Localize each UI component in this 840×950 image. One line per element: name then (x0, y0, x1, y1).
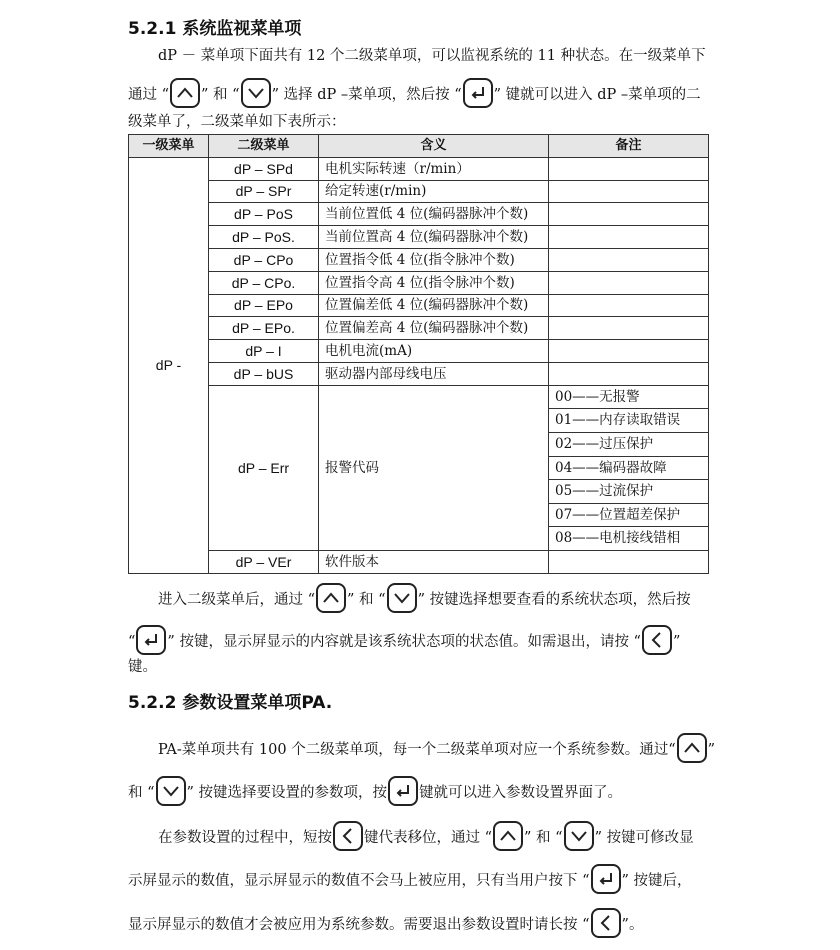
submenu-code: dP – I (209, 340, 319, 363)
table-row (129, 550, 709, 573)
meaning-cell: 给定转速(r/min) (319, 180, 549, 203)
enter-key-icon (136, 625, 166, 655)
down-key-icon (156, 776, 186, 806)
meaning-cell: 当前位置低 4 位(编码器脉冲个数) (319, 203, 549, 226)
text: 进入二级菜单后，通过 “ (158, 592, 316, 608)
text: 在参数设置的过程中，短按 (158, 830, 332, 846)
note-cell (549, 294, 709, 317)
meaning-cell: 位置指令高 4 位(指令脉冲个数) (319, 271, 549, 294)
meaning-cell: 驱动器内部母线电压 (319, 362, 549, 385)
submenu-code: dP – CPo (209, 248, 319, 271)
note-cell (549, 362, 709, 385)
down-key-icon (387, 583, 417, 613)
alarm-code-item: 05——过流保护 (549, 480, 708, 504)
submenu-code: dP – SPd (209, 157, 319, 180)
table-row (129, 294, 709, 317)
submenu-code: dP – EPo (209, 294, 319, 317)
alarm-code-item: 00——无报警 (549, 386, 708, 410)
note-cell (549, 248, 709, 271)
paragraph-line (128, 910, 643, 940)
meaning-cell: 位置偏差高 4 位(编码器脉冲个数) (319, 317, 549, 340)
alarm-code-item: 07——位置超差保护 (549, 504, 708, 528)
column-header: 二级菜单 (209, 135, 319, 158)
text: ” 和 “ (524, 830, 563, 846)
paragraph-line (128, 778, 622, 808)
text: ” 按键后， (621, 873, 692, 889)
section-heading-5-2-1: 5.2.1 系统监视菜单项 (128, 19, 302, 39)
up-key-icon (677, 733, 707, 763)
meaning-cell: 报警代码 (319, 385, 549, 550)
note-cell (549, 550, 709, 573)
note-cell (549, 317, 709, 340)
paragraph-line (158, 823, 694, 853)
submenu-code: dP – PoS (209, 203, 319, 226)
text: 键就可以进入参数设置界面了。 (419, 785, 623, 801)
submenu-code: dP – VEr (209, 550, 319, 573)
down-key-icon (241, 78, 271, 108)
submenu-code: dP – EPo. (209, 317, 319, 340)
paragraph-line (158, 46, 706, 66)
meaning-cell: 位置指令低 4 位(指令脉冲个数) (319, 248, 549, 271)
text: 显示屏显示的数值才会被应用为系统参数。需要退出参数设置时请长按 “ (128, 917, 590, 933)
alarm-code-item: 04——编码器故障 (549, 457, 708, 481)
section-heading-5-2-2: 5.2.2 参数设置菜单项PA. (128, 693, 333, 713)
column-header: 一级菜单 (129, 135, 209, 158)
alarm-code-list (549, 385, 709, 550)
submenu-code: dP – PoS. (209, 226, 319, 249)
text: 示屏显示的数值，显示屏显示的数值不会马上被应用，只有当用户按下 “ (128, 873, 590, 889)
text: ” 按键可修改显 (594, 830, 694, 846)
table-row (129, 180, 709, 203)
submenu-code: dP – CPo. (209, 271, 319, 294)
note-cell (549, 271, 709, 294)
enter-key-icon (388, 776, 418, 806)
meaning-cell: 位置偏差低 4 位(编码器脉冲个数) (319, 294, 549, 317)
paragraph-line (158, 735, 715, 765)
table-row (129, 248, 709, 271)
text: dP － 菜单项下面共有 12 个二级菜单项，可以监视系统的 11 种状态。在一级菜单下 (158, 48, 706, 64)
submenu-code: dP – SPr (209, 180, 319, 203)
submenu-code: dP – bUS (209, 362, 319, 385)
text: “ (128, 634, 136, 650)
first-level-cell: dP - (129, 157, 209, 573)
text: ” (672, 634, 681, 650)
up-key-icon (316, 583, 346, 613)
paragraph-line (158, 585, 691, 615)
table-row (129, 226, 709, 249)
text: ” 和 “ (201, 87, 240, 103)
column-header: 备注 (549, 135, 709, 158)
enter-key-icon (591, 864, 621, 894)
text: ” (707, 742, 716, 758)
submenu-table (128, 134, 709, 574)
text: 键代表移位，通过 “ (364, 830, 493, 846)
table-row (129, 203, 709, 226)
column-header: 含义 (319, 135, 549, 158)
text: ” 按键选择想要查看的系统状态项，然后按 (417, 592, 691, 608)
up-key-icon (493, 821, 523, 851)
meaning-cell: 电机电流(mA) (319, 340, 549, 363)
submenu-code: dP – Err (209, 385, 319, 550)
paragraph-line: 键。 (128, 659, 157, 675)
meaning-cell: 电机实际转速（r/min） (319, 157, 549, 180)
table-row-err (129, 385, 709, 550)
note-cell (549, 340, 709, 363)
up-key-icon (170, 78, 200, 108)
alarm-code-item: 01——内存读取错误 (549, 409, 708, 433)
note-cell (549, 157, 709, 180)
left-key-icon (333, 821, 363, 851)
enter-key-icon (463, 78, 493, 108)
paragraph-line (128, 627, 680, 657)
text: PA-菜单项共有 100 个二级菜单项，每一个二级菜单项对应一个系统参数。通过“ (158, 742, 676, 758)
table-row (129, 317, 709, 340)
text: ” 选择 dP –菜单项，然后按 “ (271, 87, 462, 103)
paragraph-line: 级菜单了，二级菜单如下表所示： (128, 114, 346, 130)
text: 通过 “ (128, 87, 170, 103)
text: ” 按键选择要设置的参数项，按 (186, 785, 388, 801)
text: ” 按键，显示屏显示的内容就是该系统状态项的状态值。如需退出，请按 “ (167, 634, 641, 650)
text: ” 键就可以进入 dP –菜单项的二 (493, 87, 701, 103)
note-cell (549, 203, 709, 226)
text: 和 “ (128, 785, 155, 801)
table-header-row (129, 135, 709, 158)
down-key-icon (564, 821, 594, 851)
meaning-cell: 当前位置高 4 位(编码器脉冲个数) (319, 226, 549, 249)
paragraph-line (128, 80, 701, 110)
paragraph-line (128, 866, 692, 896)
meaning-cell: 软件版本 (319, 550, 549, 573)
alarm-code-item: 02——过压保护 (549, 433, 708, 457)
table-row (129, 362, 709, 385)
note-cell (549, 226, 709, 249)
table-row (129, 157, 709, 180)
table-row (129, 340, 709, 363)
left-key-icon (642, 625, 672, 655)
alarm-code-item: 08——电机接线错相 (555, 530, 681, 547)
note-cell (549, 180, 709, 203)
text: ”。 (621, 917, 644, 933)
text: ” 和 “ (347, 592, 386, 608)
left-key-icon (591, 908, 621, 938)
table-row (129, 271, 709, 294)
